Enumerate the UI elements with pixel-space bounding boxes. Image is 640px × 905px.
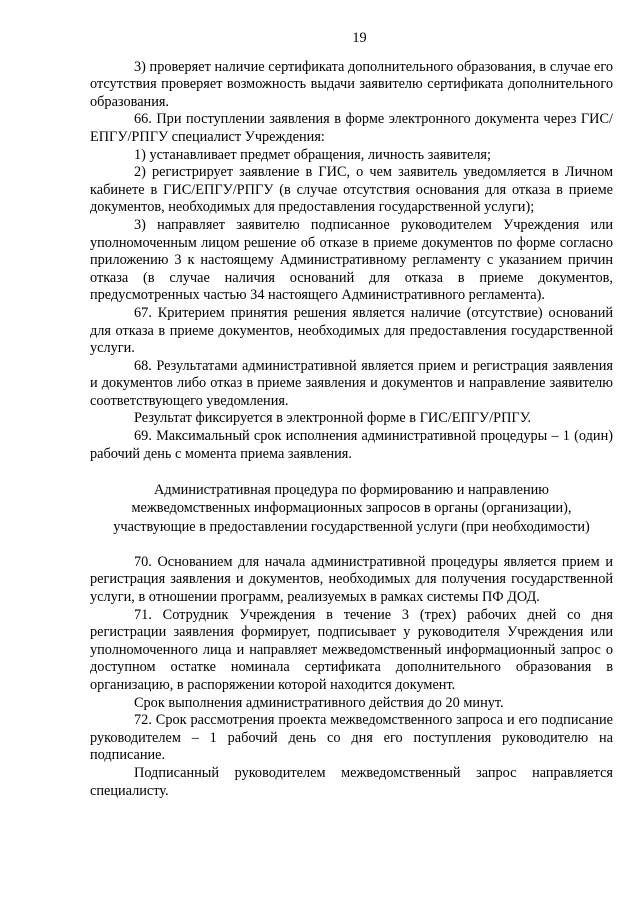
document-page [90,30,613,800]
paragraph: 71. Сотрудник Учреждения в течение 3 (трех) рабочих дней со дня регистрации заявления формирует, подписывает у руководителя Учреждения или уполномоченного лица и направляет межведомственный информационный запрос о доступном остатке номинала сертификата дополнительного образования в организацию, в распоряжении которой находится документ. [90,606,613,694]
paragraph: 69. Максимальный срок исполнения административной процедуры – 1 (один) рабочий день с момента приема заявления. [90,428,613,462]
page-number: 19 [352,30,367,46]
section-heading-line: участвующие в предоставлении государственной услуги (при необходимости) [113,518,590,535]
section-heading-line: межведомственных информационных запросов в органы (организации), [131,500,572,517]
paragraph: 72. Срок рассмотрения проекта межведомственного запроса и его подписание руководителем – 1 рабочий день со дня его поступления руководителю на подписание. [90,712,613,764]
paragraph: 1) устанавливает предмет обращения, личность заявителя; [134,146,491,163]
paragraph: 66. При поступлении заявления в форме электронного документа через ГИС/ЕПГУ/РПГУ специалист Учреждения: [90,111,613,145]
paragraph: Подписанный руководителем межведомственный запрос направляется специалисту. [90,764,613,799]
paragraph: 3) проверяет наличие сертификата дополнительного образования, в случае его отсутствия проверяет возможность выдачи заявителю сертификата дополнительного образования. [90,58,613,110]
paragraph: Результат фиксируется в электронной форме в ГИС/ЕПГУ/РПГУ. [134,410,532,427]
paragraph: 3) направляет заявителю подписанное руководителем Учреждения или уполномоченным лицом решение об отказе в приеме документов по форме согласно приложению 3 к настоящему Административному регламенту с указанием причин отказа (в случае наличия оснований для отказа в приеме документов, предусмотренных частью 34 настоящего Административного регламента). [90,216,613,304]
section-heading-line: Административная процедура по формированию и направлению [154,482,549,499]
paragraph: 67. Критерием принятия решения является наличие (отсутствие) оснований для отказа в приеме документов, необходимых для предоставления государственной услуги. [90,304,613,357]
paragraph: 68. Результатами административной является прием и регистрация заявления и документов либо отказ в приеме заявления и документов и направление заявителю соответствующего уведомления. [90,357,613,409]
paragraph: 2) регистрирует заявление в ГИС, о чем заявитель уведомляется в Личном кабинете в ГИС/ЕПГУ/РПГУ (в случае отсутствия основания для отказа в приеме документов, необходимых для предоставления государственной услуги); [90,164,613,216]
section-heading [90,481,613,536]
paragraph: 70. Основанием для начала административной процедуры является прием и регистрация заявления и документов, необходимых для получения государственной услуги, в отношении программ, реализуемых в рамках системы ПФ ДОД. [90,553,613,606]
paragraph: Срок выполнения административного действия до 20 минут. [134,694,504,711]
